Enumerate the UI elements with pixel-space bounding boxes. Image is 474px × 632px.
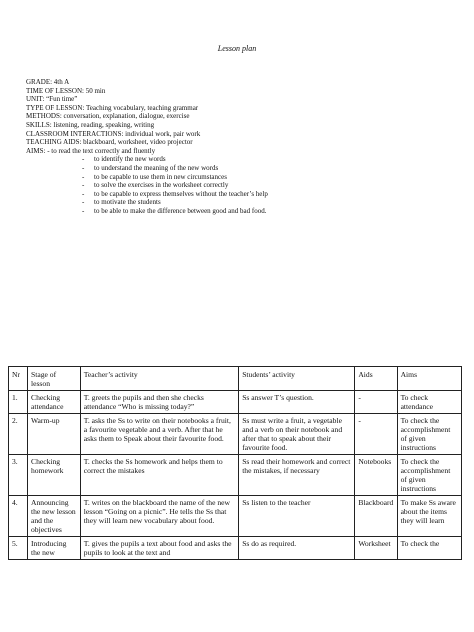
table-row — [9, 414, 462, 455]
header-cell: Teacher’s activity — [80, 367, 238, 391]
header-cell: Aids — [355, 367, 397, 391]
header-cell: Aims — [397, 367, 461, 391]
header-cell: Nr — [9, 367, 28, 391]
table-cell: Introducing the new — [28, 537, 81, 560]
aims-list — [26, 155, 268, 215]
table-cell: T. writes on the blackboard the name of the new lesson “Going on a picnic”. He tells the Ss that they will learn new vocabulary about food. — [80, 496, 238, 537]
aim-item: - to be capable to use them in new circumstances — [82, 173, 268, 182]
unit-line: UNIT: “Fun time” — [26, 95, 78, 104]
classroom-line: CLASSROOM INTERACTIONS: individual work, pair work — [26, 129, 201, 138]
table-cell: T. gives the pupils a text about food and asks the pupils to look at the text and — [80, 537, 238, 560]
aim-item: - to identify the new words — [82, 155, 268, 164]
table-cell: 4. — [9, 496, 28, 537]
table-cell: Ss do as required. — [239, 537, 355, 560]
table-cell: To make Ss aware about the items they will learn — [397, 496, 461, 537]
table-row — [9, 537, 462, 560]
header-cell: Stage of lesson — [28, 367, 81, 391]
page-title: Lesson plan — [217, 44, 257, 53]
table-cell: Notebooks — [355, 455, 397, 496]
table-row — [9, 391, 462, 414]
skills-line: SKILLS: listening, reading, speaking, writing — [26, 120, 155, 129]
table-cell: Checking attendance — [28, 391, 81, 414]
table-cell: Ss answer T’s question. — [239, 391, 355, 414]
table-cell: T. checks the Ss homework and helps them to correct the mistakes — [80, 455, 238, 496]
table-cell: Announcing the new lesson and the objectives — [28, 496, 81, 537]
table-cell: T. asks the Ss to write on their notebooks a fruit, a favourite vegetable and a verb. After that he asks them to Speak about their favourite food. — [80, 414, 238, 455]
aids-line: TEACHING AIDS: blackboard, worksheet, video projector — [26, 138, 193, 147]
table-cell: To check the accomplishment of given instructions — [397, 414, 461, 455]
table-cell: T. greets the pupils and then she checks attendance “Who is missing today?” — [80, 391, 238, 414]
table-cell: Ss listen to the teacher — [239, 496, 355, 537]
aim-item: - to solve the exercises in the worksheet correctly — [82, 181, 268, 190]
table-cell: - — [355, 391, 397, 414]
table-cell: 5. — [9, 537, 28, 560]
table-cell: Warm-up — [28, 414, 81, 455]
table-cell: Blackboard — [355, 496, 397, 537]
table-cell: Worksheet — [355, 537, 397, 560]
table-cell: To check the — [397, 537, 461, 560]
table-cell: 3. — [9, 455, 28, 496]
table-row — [9, 496, 462, 537]
aim-item: - to motivate the students — [82, 198, 268, 207]
table-header-row — [9, 367, 462, 391]
aim-item: - to be capable to express themselves without the teacher’s help — [82, 190, 268, 199]
lesson-table — [8, 366, 462, 560]
aim-item: - to be able to make the difference between good and bad food. — [82, 207, 268, 216]
table-cell: Ss must write a fruit, a vegetable and a verb on their notebook and after that to speak about their favourite food. — [239, 414, 355, 455]
methods-line: METHODS: conversation, explanation, dialogue, exercise — [26, 112, 190, 121]
table-cell: Ss read their homework and correct the mistakes, if necessary — [239, 455, 355, 496]
aims-heading: AIMS: - to read the text correctly and fluently — [26, 146, 156, 155]
table-cell: 1. — [9, 391, 28, 414]
grade-line: GRADE: 4th A — [26, 78, 70, 86]
header-cell: Students’ activity — [239, 367, 355, 391]
table-cell: To check the accomplishment of given instructions — [397, 455, 461, 496]
table-cell: Checking homework — [28, 455, 81, 496]
type-line: TYPE OF LESSON: Teaching vocabulary, teaching grammar — [26, 103, 199, 112]
time-line: TIME OF LESSON: 50 min — [26, 86, 106, 95]
lesson-header — [26, 78, 268, 216]
aim-item: - to understand the meaning of the new words — [82, 164, 268, 173]
table-row — [9, 455, 462, 496]
table-cell: To check attendance — [397, 391, 461, 414]
table-cell: - — [355, 414, 397, 455]
table-cell: 2. — [9, 414, 28, 455]
